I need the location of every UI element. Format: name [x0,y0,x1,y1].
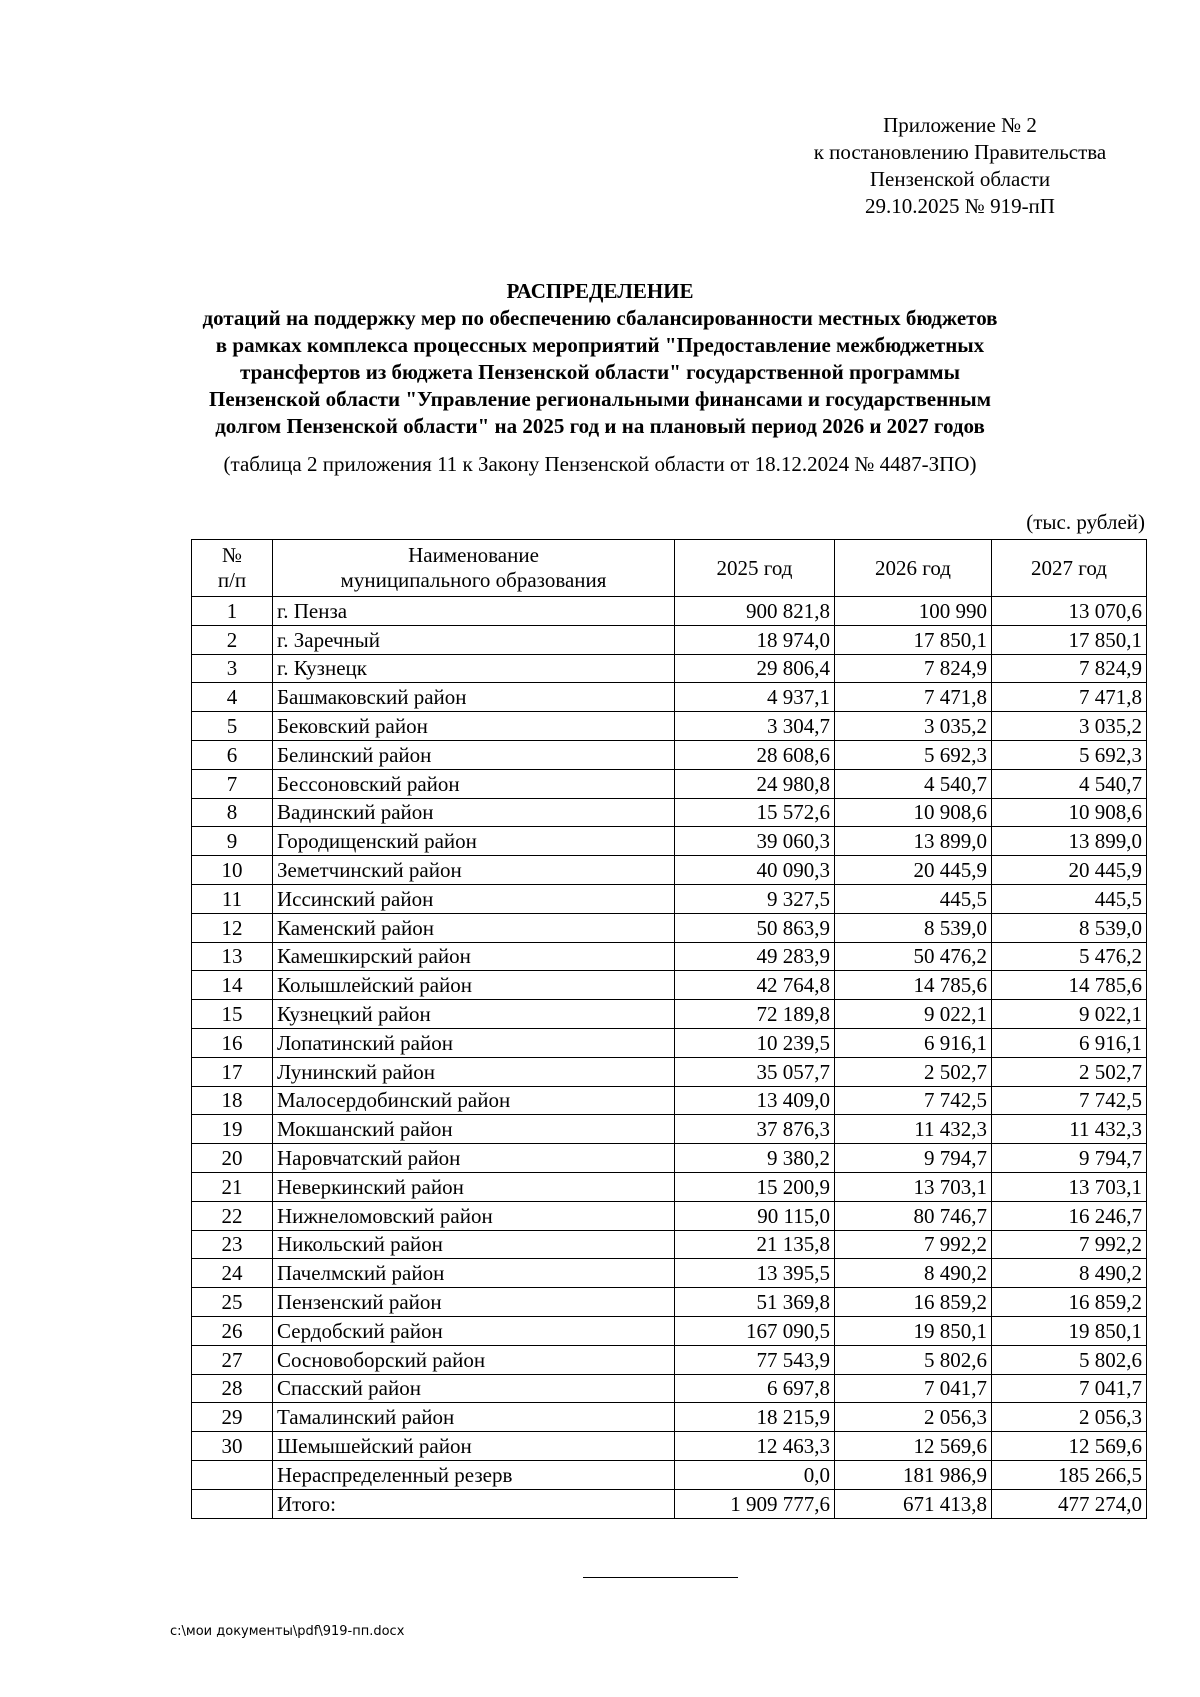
row-value-2025: 12 463,3 [675,1432,835,1461]
row-value-2025: 49 283,9 [675,942,835,971]
row-name: г. Пенза [273,597,675,626]
row-number: 20 [192,1144,273,1173]
title-line: трансфертов из бюджета Пензенской области" государственной программы [240,360,960,384]
row-number: 4 [192,683,273,712]
table-row [192,971,1147,1000]
row-value-2027: 16 246,7 [992,1201,1147,1230]
row-value-2027: 5 802,6 [992,1345,1147,1374]
row-value-2027: 17 850,1 [992,625,1147,654]
file-path: c:\мои документы\pdf\919-пп.docx [170,1624,405,1639]
row-value-2027: 7 824,9 [992,654,1147,683]
row-value-2025: 24 980,8 [675,769,835,798]
row-name: Никольский район [273,1230,675,1259]
table-row [192,1288,1147,1317]
table-row [192,798,1147,827]
row-value-2027: 13 703,1 [992,1172,1147,1201]
row-value-2025: 3 304,7 [675,712,835,741]
row-value-2026: 7 742,5 [835,1086,992,1115]
row-name: Спасский район [273,1374,675,1403]
table-row [192,1489,1147,1518]
row-number: 6 [192,740,273,769]
row-number: 29 [192,1403,273,1432]
row-value-2027: 5 476,2 [992,942,1147,971]
row-value-2026: 181 986,9 [835,1460,992,1489]
row-value-2026: 445,5 [835,884,992,913]
row-value-2026: 5 692,3 [835,740,992,769]
table-row [192,942,1147,971]
table-row [192,769,1147,798]
document-title [150,278,1050,440]
row-name: Камешкирский район [273,942,675,971]
row-value-2026: 5 802,6 [835,1345,992,1374]
row-value-2026: 7 992,2 [835,1230,992,1259]
row-value-2025: 77 543,9 [675,1345,835,1374]
table-row [192,1115,1147,1144]
row-value-2027: 16 859,2 [992,1288,1147,1317]
header-number [192,540,273,597]
row-number: 9 [192,827,273,856]
row-name: Лопатинский район [273,1028,675,1057]
row-value-2026: 4 540,7 [835,769,992,798]
row-number: 12 [192,913,273,942]
row-value-2025: 28 608,6 [675,740,835,769]
row-value-2027: 9 794,7 [992,1144,1147,1173]
row-number: 21 [192,1172,273,1201]
row-value-2026: 9 022,1 [835,1000,992,1029]
table-row [192,712,1147,741]
row-value-2026: 9 794,7 [835,1144,992,1173]
row-value-2027: 5 692,3 [992,740,1147,769]
row-value-2026: 2 056,3 [835,1403,992,1432]
row-name: Белинский район [273,740,675,769]
row-value-2027: 20 445,9 [992,856,1147,885]
row-name: Сердобский район [273,1316,675,1345]
row-name: Кузнецкий район [273,1000,675,1029]
row-number: 30 [192,1432,273,1461]
row-value-2027: 7 992,2 [992,1230,1147,1259]
header-2025: 2025 год [675,540,835,597]
row-number: 28 [192,1374,273,1403]
row-name: Тамалинский район [273,1403,675,1432]
table-row [192,1201,1147,1230]
row-value-2025: 9 380,2 [675,1144,835,1173]
row-value-2027: 2 056,3 [992,1403,1147,1432]
row-number: 19 [192,1115,273,1144]
row-value-2026: 3 035,2 [835,712,992,741]
row-name: Бессоновский район [273,769,675,798]
row-name: Нераспределенный резерв [273,1460,675,1489]
title-line: дотаций на поддержку мер по обеспечению сбалансированности местных бюджетов [202,306,998,330]
title-line: в рамках комплекса процессных мероприятий "Предоставление межбюджетных [215,333,985,357]
row-value-2025: 72 189,8 [675,1000,835,1029]
row-value-2026: 11 432,3 [835,1115,992,1144]
document-subtitle: (таблица 2 приложения 11 к Закону Пензенской области от 18.12.2024 № 4487-ЗПО) [223,452,977,476]
row-value-2025: 15 200,9 [675,1172,835,1201]
row-value-2027: 445,5 [992,884,1147,913]
table-row [192,1172,1147,1201]
row-value-2027: 13 070,6 [992,597,1147,626]
row-number: 13 [192,942,273,971]
table-row [192,1086,1147,1115]
table-row [192,1259,1147,1288]
row-number: 24 [192,1259,273,1288]
row-value-2025: 18 215,9 [675,1403,835,1432]
table-row [192,1316,1147,1345]
row-value-2025: 900 821,8 [675,597,835,626]
appendix-line: Приложение № 2 [883,113,1037,137]
row-value-2025: 167 090,5 [675,1316,835,1345]
row-value-2027: 11 432,3 [992,1115,1147,1144]
row-number: 26 [192,1316,273,1345]
row-value-2026: 13 899,0 [835,827,992,856]
row-value-2026: 10 908,6 [835,798,992,827]
row-value-2027: 6 916,1 [992,1028,1147,1057]
header-name [273,540,675,597]
row-name: Иссинский район [273,884,675,913]
row-name: Пачелмский район [273,1259,675,1288]
row-name: Сосновоборский район [273,1345,675,1374]
row-value-2026: 8 539,0 [835,913,992,942]
row-value-2025: 13 409,0 [675,1086,835,1115]
row-number: 25 [192,1288,273,1317]
row-number: 23 [192,1230,273,1259]
row-value-2025: 40 090,3 [675,856,835,885]
row-value-2025: 29 806,4 [675,654,835,683]
table-row [192,1374,1147,1403]
row-value-2026: 100 990 [835,597,992,626]
row-value-2026: 7 471,8 [835,683,992,712]
appendix-line: 29.10.2025 № 919-пП [865,194,1055,218]
footer-divider [583,1577,738,1578]
row-number: 8 [192,798,273,827]
row-number: 2 [192,625,273,654]
row-value-2027: 10 908,6 [992,798,1147,827]
row-value-2026: 12 569,6 [835,1432,992,1461]
table-row [192,654,1147,683]
row-number: 1 [192,597,273,626]
row-name: Бековский район [273,712,675,741]
row-number: 18 [192,1086,273,1115]
row-name: Городищенский район [273,827,675,856]
header-2026: 2026 год [835,540,992,597]
row-value-2025: 13 395,5 [675,1259,835,1288]
header-name-line1: Наименование [408,543,539,567]
row-value-2025: 50 863,9 [675,913,835,942]
row-value-2026: 17 850,1 [835,625,992,654]
row-name: Наровчатский район [273,1144,675,1173]
table-row [192,683,1147,712]
row-value-2025: 90 115,0 [675,1201,835,1230]
table-row [192,827,1147,856]
row-value-2025: 35 057,7 [675,1057,835,1086]
row-value-2027: 4 540,7 [992,769,1147,798]
row-value-2026: 14 785,6 [835,971,992,1000]
row-value-2025: 21 135,8 [675,1230,835,1259]
table-row [192,1144,1147,1173]
row-name: Лунинский район [273,1057,675,1086]
row-value-2025: 0,0 [675,1460,835,1489]
table-row [192,1345,1147,1374]
row-value-2026: 6 916,1 [835,1028,992,1057]
row-value-2027: 3 035,2 [992,712,1147,741]
appendix-line: Пензенской области [869,167,1051,191]
row-number: 17 [192,1057,273,1086]
table-row [192,1028,1147,1057]
row-value-2025: 42 764,8 [675,971,835,1000]
row-value-2026: 671 413,8 [835,1489,992,1518]
row-value-2027: 7 041,7 [992,1374,1147,1403]
row-name: Нижнеломовский район [273,1201,675,1230]
row-number: 7 [192,769,273,798]
row-value-2026: 19 850,1 [835,1316,992,1345]
table-row [192,1403,1147,1432]
row-number: 15 [192,1000,273,1029]
row-name: Шемышейский район [273,1432,675,1461]
row-value-2027: 7 742,5 [992,1086,1147,1115]
row-value-2025: 9 327,5 [675,884,835,913]
row-value-2025: 37 876,3 [675,1115,835,1144]
row-value-2027: 185 266,5 [992,1460,1147,1489]
table-row [192,597,1147,626]
row-value-2025: 10 239,5 [675,1028,835,1057]
row-value-2026: 16 859,2 [835,1288,992,1317]
row-number: 5 [192,712,273,741]
row-name: Мокшанский район [273,1115,675,1144]
title-line: Пензенской области "Управление региональными финансами и государственным [208,387,991,411]
row-value-2027: 8 490,2 [992,1259,1147,1288]
table-row [192,1230,1147,1259]
row-value-2025: 15 572,6 [675,798,835,827]
row-value-2027: 14 785,6 [992,971,1147,1000]
table-row [192,856,1147,885]
title-heading: РАСПРЕДЕЛЕНИЕ [506,279,694,303]
row-name: Вадинский район [273,798,675,827]
table-row [192,1460,1147,1489]
row-name: Башмаковский район [273,683,675,712]
row-value-2026: 2 502,7 [835,1057,992,1086]
row-number [192,1460,273,1489]
appendix-line: к постановлению Правительства [813,140,1107,164]
row-name: Земетчинский район [273,856,675,885]
row-value-2026: 7 824,9 [835,654,992,683]
row-value-2027: 477 274,0 [992,1489,1147,1518]
row-value-2025: 6 697,8 [675,1374,835,1403]
row-name: г. Заречный [273,625,675,654]
row-value-2027: 8 539,0 [992,913,1147,942]
row-value-2025: 1 909 777,6 [675,1489,835,1518]
row-number: 16 [192,1028,273,1057]
row-number: 3 [192,654,273,683]
title-line: долгом Пензенской области" на 2025 год и на плановый период 2026 и 2027 годов [215,414,985,438]
row-name: Неверкинский район [273,1172,675,1201]
row-number: 27 [192,1345,273,1374]
distribution-table [191,539,1147,1519]
row-value-2026: 80 746,7 [835,1201,992,1230]
header-number-line2: п/п [217,568,247,592]
table-header-row [192,540,1147,597]
row-number: 22 [192,1201,273,1230]
row-name: г. Кузнецк [273,654,675,683]
appendix-block [760,112,1160,220]
table-row [192,913,1147,942]
header-2027: 2027 год [992,540,1147,597]
table-row [192,884,1147,913]
row-value-2027: 12 569,6 [992,1432,1147,1461]
row-value-2026: 13 703,1 [835,1172,992,1201]
units-label: (тыс. рублей) [1026,510,1145,534]
row-name: Колышлейский район [273,971,675,1000]
table-row [192,1000,1147,1029]
row-value-2027: 13 899,0 [992,827,1147,856]
row-number [192,1489,273,1518]
row-number: 11 [192,884,273,913]
row-name: Пензенский район [273,1288,675,1317]
row-name: Малосердобинский район [273,1086,675,1115]
table-row [192,625,1147,654]
row-value-2025: 51 369,8 [675,1288,835,1317]
table-body [192,597,1147,1519]
row-value-2025: 18 974,0 [675,625,835,654]
table-row [192,1432,1147,1461]
row-name: Итого: [273,1489,675,1518]
row-number: 14 [192,971,273,1000]
row-value-2026: 20 445,9 [835,856,992,885]
row-value-2026: 8 490,2 [835,1259,992,1288]
row-value-2027: 9 022,1 [992,1000,1147,1029]
table-row [192,1057,1147,1086]
row-name: Каменский район [273,913,675,942]
row-value-2027: 2 502,7 [992,1057,1147,1086]
table-row [192,740,1147,769]
header-number-line1: № [221,543,243,567]
row-value-2026: 50 476,2 [835,942,992,971]
row-value-2027: 19 850,1 [992,1316,1147,1345]
row-value-2026: 7 041,7 [835,1374,992,1403]
header-name-line2: муниципального образования [340,568,607,592]
row-number: 10 [192,856,273,885]
row-value-2025: 39 060,3 [675,827,835,856]
row-value-2025: 4 937,1 [675,683,835,712]
row-value-2027: 7 471,8 [992,683,1147,712]
